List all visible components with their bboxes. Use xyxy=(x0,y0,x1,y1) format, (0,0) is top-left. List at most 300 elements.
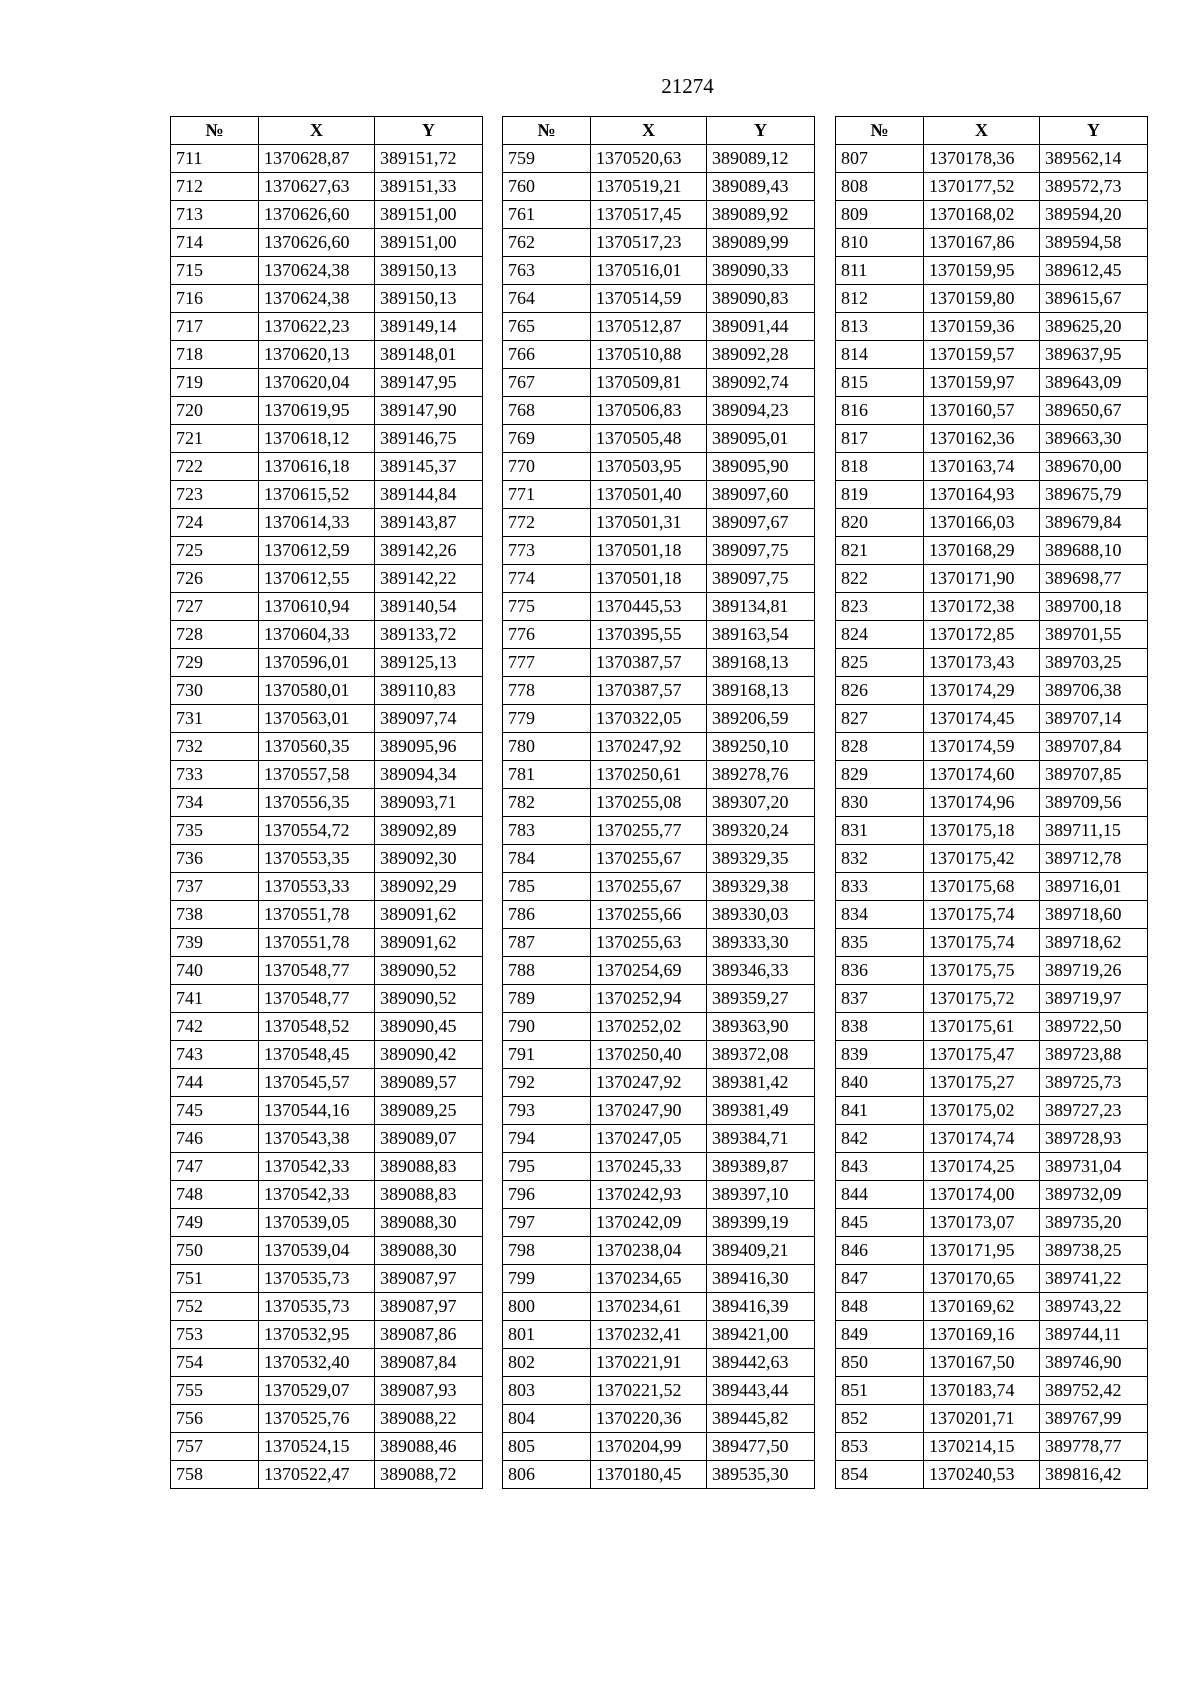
x-coordinate: 1370548,45 xyxy=(259,1041,375,1069)
point-number: 760 xyxy=(503,173,591,201)
x-coordinate: 1370610,94 xyxy=(259,593,375,621)
point-number: 745 xyxy=(171,1097,259,1125)
x-coordinate: 1370557,58 xyxy=(259,761,375,789)
y-coordinate: 389650,67 xyxy=(1040,397,1148,425)
table-row xyxy=(503,1181,815,1209)
x-coordinate: 1370387,57 xyxy=(591,649,707,677)
point-number: 799 xyxy=(503,1265,591,1293)
x-coordinate: 1370175,18 xyxy=(924,817,1040,845)
x-coordinate: 1370604,33 xyxy=(259,621,375,649)
table-row xyxy=(171,1405,483,1433)
point-number: 798 xyxy=(503,1237,591,1265)
x-coordinate: 1370221,91 xyxy=(591,1349,707,1377)
y-coordinate: 389088,83 xyxy=(375,1181,483,1209)
y-coordinate: 389090,52 xyxy=(375,957,483,985)
table-row xyxy=(503,285,815,313)
point-number: 757 xyxy=(171,1433,259,1461)
table-row xyxy=(171,873,483,901)
x-coordinate: 1370250,61 xyxy=(591,761,707,789)
x-coordinate: 1370170,65 xyxy=(924,1265,1040,1293)
x-coordinate: 1370535,73 xyxy=(259,1265,375,1293)
y-coordinate: 389723,88 xyxy=(1040,1041,1148,1069)
y-coordinate: 389709,56 xyxy=(1040,789,1148,817)
x-coordinate: 1370175,27 xyxy=(924,1069,1040,1097)
x-coordinate: 1370172,85 xyxy=(924,621,1040,649)
table-row xyxy=(836,341,1148,369)
point-number: 726 xyxy=(171,565,259,593)
x-coordinate: 1370247,92 xyxy=(591,1069,707,1097)
point-number: 854 xyxy=(836,1461,924,1489)
point-number: 843 xyxy=(836,1153,924,1181)
point-number: 763 xyxy=(503,257,591,285)
table-row xyxy=(171,1461,483,1489)
x-coordinate: 1370232,41 xyxy=(591,1321,707,1349)
x-coordinate: 1370164,93 xyxy=(924,481,1040,509)
table-row xyxy=(171,1041,483,1069)
table-row xyxy=(503,985,815,1013)
table-row xyxy=(836,957,1148,985)
y-coordinate: 389744,11 xyxy=(1040,1321,1148,1349)
point-number: 776 xyxy=(503,621,591,649)
y-coordinate: 389381,49 xyxy=(707,1097,815,1125)
y-coordinate: 389728,93 xyxy=(1040,1125,1148,1153)
point-number: 738 xyxy=(171,901,259,929)
x-coordinate: 1370624,38 xyxy=(259,257,375,285)
y-coordinate: 389144,84 xyxy=(375,481,483,509)
table-row xyxy=(836,565,1148,593)
y-coordinate: 389097,75 xyxy=(707,565,815,593)
x-coordinate: 1370174,00 xyxy=(924,1181,1040,1209)
table-row xyxy=(503,593,815,621)
y-coordinate: 389097,74 xyxy=(375,705,483,733)
point-number: 829 xyxy=(836,761,924,789)
x-coordinate: 1370174,59 xyxy=(924,733,1040,761)
header-row xyxy=(836,117,1148,145)
table-row xyxy=(503,1433,815,1461)
point-number: 739 xyxy=(171,929,259,957)
y-coordinate: 389731,04 xyxy=(1040,1153,1148,1181)
x-coordinate: 1370620,13 xyxy=(259,341,375,369)
x-coordinate: 1370171,90 xyxy=(924,565,1040,593)
table-row xyxy=(503,145,815,173)
header-y: Y xyxy=(375,117,483,145)
point-number: 742 xyxy=(171,1013,259,1041)
table-row xyxy=(503,1377,815,1405)
table-row xyxy=(171,957,483,985)
point-number: 822 xyxy=(836,565,924,593)
table-row xyxy=(836,397,1148,425)
table-row xyxy=(836,1265,1148,1293)
point-number: 788 xyxy=(503,957,591,985)
x-coordinate: 1370556,35 xyxy=(259,789,375,817)
y-coordinate: 389329,38 xyxy=(707,873,815,901)
x-coordinate: 1370535,73 xyxy=(259,1293,375,1321)
x-coordinate: 1370162,36 xyxy=(924,425,1040,453)
y-coordinate: 389088,30 xyxy=(375,1237,483,1265)
y-coordinate: 389148,01 xyxy=(375,341,483,369)
y-coordinate: 389320,24 xyxy=(707,817,815,845)
point-number: 791 xyxy=(503,1041,591,1069)
x-coordinate: 1370553,35 xyxy=(259,845,375,873)
y-coordinate: 389147,95 xyxy=(375,369,483,397)
point-number: 773 xyxy=(503,537,591,565)
y-coordinate: 389163,54 xyxy=(707,621,815,649)
point-number: 794 xyxy=(503,1125,591,1153)
y-coordinate: 389146,75 xyxy=(375,425,483,453)
x-coordinate: 1370501,31 xyxy=(591,509,707,537)
point-number: 750 xyxy=(171,1237,259,1265)
y-coordinate: 389150,13 xyxy=(375,285,483,313)
y-coordinate: 389168,13 xyxy=(707,649,815,677)
y-coordinate: 389719,97 xyxy=(1040,985,1148,1013)
table-row xyxy=(836,145,1148,173)
point-number: 779 xyxy=(503,705,591,733)
table-row xyxy=(836,1461,1148,1489)
y-coordinate: 389092,30 xyxy=(375,845,483,873)
table-row xyxy=(171,1377,483,1405)
y-coordinate: 389752,42 xyxy=(1040,1377,1148,1405)
y-coordinate: 389089,12 xyxy=(707,145,815,173)
x-coordinate: 1370159,57 xyxy=(924,341,1040,369)
table-row xyxy=(836,873,1148,901)
x-coordinate: 1370169,62 xyxy=(924,1293,1040,1321)
y-coordinate: 389151,33 xyxy=(375,173,483,201)
y-coordinate: 389278,76 xyxy=(707,761,815,789)
y-coordinate: 389416,39 xyxy=(707,1293,815,1321)
x-coordinate: 1370172,38 xyxy=(924,593,1040,621)
point-number: 713 xyxy=(171,201,259,229)
y-coordinate: 389477,50 xyxy=(707,1433,815,1461)
table-row xyxy=(836,1209,1148,1237)
table-row xyxy=(503,733,815,761)
table-row xyxy=(503,481,815,509)
table-row xyxy=(836,425,1148,453)
point-number: 839 xyxy=(836,1041,924,1069)
y-coordinate: 389389,87 xyxy=(707,1153,815,1181)
point-number: 796 xyxy=(503,1181,591,1209)
x-coordinate: 1370171,95 xyxy=(924,1237,1040,1265)
y-coordinate: 389095,96 xyxy=(375,733,483,761)
table-row xyxy=(503,173,815,201)
point-number: 762 xyxy=(503,229,591,257)
x-coordinate: 1370201,71 xyxy=(924,1405,1040,1433)
table-row xyxy=(171,817,483,845)
x-coordinate: 1370175,61 xyxy=(924,1013,1040,1041)
x-coordinate: 1370619,95 xyxy=(259,397,375,425)
y-coordinate: 389333,30 xyxy=(707,929,815,957)
point-number: 755 xyxy=(171,1377,259,1405)
x-coordinate: 1370596,01 xyxy=(259,649,375,677)
y-coordinate: 389738,25 xyxy=(1040,1237,1148,1265)
table-row xyxy=(503,1461,815,1489)
point-number: 803 xyxy=(503,1377,591,1405)
point-number: 759 xyxy=(503,145,591,173)
table-row xyxy=(836,285,1148,313)
coordinates-table-3 xyxy=(835,116,1148,1489)
x-coordinate: 1370539,04 xyxy=(259,1237,375,1265)
table-body xyxy=(171,145,483,1489)
x-coordinate: 1370174,74 xyxy=(924,1125,1040,1153)
point-number: 777 xyxy=(503,649,591,677)
x-coordinate: 1370501,18 xyxy=(591,565,707,593)
point-number: 764 xyxy=(503,285,591,313)
x-coordinate: 1370519,21 xyxy=(591,173,707,201)
x-coordinate: 1370514,59 xyxy=(591,285,707,313)
y-coordinate: 389110,83 xyxy=(375,677,483,705)
table-row xyxy=(836,369,1148,397)
table-row xyxy=(171,705,483,733)
table-row xyxy=(503,649,815,677)
x-coordinate: 1370183,74 xyxy=(924,1377,1040,1405)
x-coordinate: 1370247,92 xyxy=(591,733,707,761)
y-coordinate: 389707,84 xyxy=(1040,733,1148,761)
y-coordinate: 389142,22 xyxy=(375,565,483,593)
x-coordinate: 1370175,72 xyxy=(924,985,1040,1013)
point-number: 848 xyxy=(836,1293,924,1321)
table-row xyxy=(171,1321,483,1349)
x-coordinate: 1370247,90 xyxy=(591,1097,707,1125)
point-number: 756 xyxy=(171,1405,259,1433)
table-row xyxy=(171,481,483,509)
x-coordinate: 1370175,02 xyxy=(924,1097,1040,1125)
y-coordinate: 389250,10 xyxy=(707,733,815,761)
point-number: 718 xyxy=(171,341,259,369)
y-coordinate: 389625,20 xyxy=(1040,313,1148,341)
y-coordinate: 389133,72 xyxy=(375,621,483,649)
y-coordinate: 389679,84 xyxy=(1040,509,1148,537)
table-row xyxy=(836,649,1148,677)
table-row xyxy=(171,285,483,313)
header-number: № xyxy=(171,117,259,145)
x-coordinate: 1370516,01 xyxy=(591,257,707,285)
point-number: 717 xyxy=(171,313,259,341)
x-coordinate: 1370501,40 xyxy=(591,481,707,509)
table-row xyxy=(503,565,815,593)
coordinates-table-2 xyxy=(502,116,815,1489)
y-coordinate: 389562,14 xyxy=(1040,145,1148,173)
point-number: 711 xyxy=(171,145,259,173)
y-coordinate: 389443,44 xyxy=(707,1377,815,1405)
table-row xyxy=(503,1265,815,1293)
point-number: 802 xyxy=(503,1349,591,1377)
y-coordinate: 389384,71 xyxy=(707,1125,815,1153)
point-number: 720 xyxy=(171,397,259,425)
x-coordinate: 1370177,52 xyxy=(924,173,1040,201)
table-row xyxy=(836,1069,1148,1097)
table-row xyxy=(171,313,483,341)
y-coordinate: 389346,33 xyxy=(707,957,815,985)
header-x: X xyxy=(259,117,375,145)
x-coordinate: 1370252,02 xyxy=(591,1013,707,1041)
point-number: 781 xyxy=(503,761,591,789)
table-row xyxy=(836,761,1148,789)
y-coordinate: 389091,62 xyxy=(375,901,483,929)
table-body xyxy=(836,145,1148,1489)
x-coordinate: 1370242,09 xyxy=(591,1209,707,1237)
x-coordinate: 1370529,07 xyxy=(259,1377,375,1405)
y-coordinate: 389572,73 xyxy=(1040,173,1148,201)
y-coordinate: 389445,82 xyxy=(707,1405,815,1433)
y-coordinate: 389711,15 xyxy=(1040,817,1148,845)
x-coordinate: 1370254,69 xyxy=(591,957,707,985)
table-row xyxy=(836,313,1148,341)
x-coordinate: 1370543,38 xyxy=(259,1125,375,1153)
y-coordinate: 389087,84 xyxy=(375,1349,483,1377)
y-coordinate: 389151,00 xyxy=(375,201,483,229)
x-coordinate: 1370255,67 xyxy=(591,873,707,901)
point-number: 737 xyxy=(171,873,259,901)
x-coordinate: 1370174,96 xyxy=(924,789,1040,817)
y-coordinate: 389359,27 xyxy=(707,985,815,1013)
y-coordinate: 389675,79 xyxy=(1040,481,1148,509)
y-coordinate: 389151,72 xyxy=(375,145,483,173)
y-coordinate: 389637,95 xyxy=(1040,341,1148,369)
table-row xyxy=(836,1097,1148,1125)
y-coordinate: 389416,30 xyxy=(707,1265,815,1293)
y-coordinate: 389643,09 xyxy=(1040,369,1148,397)
table-row xyxy=(836,1405,1148,1433)
point-number: 730 xyxy=(171,677,259,705)
x-coordinate: 1370563,01 xyxy=(259,705,375,733)
table-row xyxy=(171,229,483,257)
y-coordinate: 389088,22 xyxy=(375,1405,483,1433)
y-coordinate: 389722,50 xyxy=(1040,1013,1148,1041)
x-coordinate: 1370175,42 xyxy=(924,845,1040,873)
y-coordinate: 389134,81 xyxy=(707,593,815,621)
x-coordinate: 1370159,80 xyxy=(924,285,1040,313)
table-row xyxy=(836,621,1148,649)
x-coordinate: 1370524,15 xyxy=(259,1433,375,1461)
y-coordinate: 389089,43 xyxy=(707,173,815,201)
table-row xyxy=(503,761,815,789)
y-coordinate: 389688,10 xyxy=(1040,537,1148,565)
x-coordinate: 1370509,81 xyxy=(591,369,707,397)
y-coordinate: 389767,99 xyxy=(1040,1405,1148,1433)
point-number: 787 xyxy=(503,929,591,957)
point-number: 789 xyxy=(503,985,591,1013)
table-row xyxy=(503,929,815,957)
table-row xyxy=(503,369,815,397)
point-number: 792 xyxy=(503,1069,591,1097)
point-number: 748 xyxy=(171,1181,259,1209)
y-coordinate: 389125,13 xyxy=(375,649,483,677)
table-row xyxy=(171,901,483,929)
point-number: 828 xyxy=(836,733,924,761)
table-row xyxy=(836,677,1148,705)
point-number: 817 xyxy=(836,425,924,453)
x-coordinate: 1370618,12 xyxy=(259,425,375,453)
table-row xyxy=(171,1237,483,1265)
point-number: 741 xyxy=(171,985,259,1013)
x-coordinate: 1370544,16 xyxy=(259,1097,375,1125)
table-row xyxy=(171,565,483,593)
table-row xyxy=(171,985,483,1013)
y-coordinate: 389706,38 xyxy=(1040,677,1148,705)
table-row xyxy=(503,1097,815,1125)
x-coordinate: 1370517,23 xyxy=(591,229,707,257)
table-row xyxy=(836,789,1148,817)
point-number: 716 xyxy=(171,285,259,313)
x-coordinate: 1370614,33 xyxy=(259,509,375,537)
x-coordinate: 1370175,68 xyxy=(924,873,1040,901)
table-row xyxy=(503,453,815,481)
x-coordinate: 1370612,59 xyxy=(259,537,375,565)
header-number: № xyxy=(503,117,591,145)
table-row xyxy=(171,1433,483,1461)
point-number: 793 xyxy=(503,1097,591,1125)
point-number: 826 xyxy=(836,677,924,705)
table-row xyxy=(503,1153,815,1181)
y-coordinate: 389741,22 xyxy=(1040,1265,1148,1293)
point-number: 724 xyxy=(171,509,259,537)
table-row xyxy=(503,873,815,901)
y-coordinate: 389329,35 xyxy=(707,845,815,873)
coordinates-table-1 xyxy=(170,116,483,1489)
header-row xyxy=(503,117,815,145)
x-coordinate: 1370159,36 xyxy=(924,313,1040,341)
x-coordinate: 1370532,40 xyxy=(259,1349,375,1377)
y-coordinate: 389089,25 xyxy=(375,1097,483,1125)
y-coordinate: 389206,59 xyxy=(707,705,815,733)
point-number: 749 xyxy=(171,1209,259,1237)
y-coordinate: 389091,44 xyxy=(707,313,815,341)
x-coordinate: 1370560,35 xyxy=(259,733,375,761)
y-coordinate: 389089,99 xyxy=(707,229,815,257)
table-row xyxy=(171,621,483,649)
x-coordinate: 1370174,60 xyxy=(924,761,1040,789)
table-row xyxy=(503,1069,815,1097)
point-number: 751 xyxy=(171,1265,259,1293)
y-coordinate: 389703,25 xyxy=(1040,649,1148,677)
y-coordinate: 389090,83 xyxy=(707,285,815,313)
point-number: 841 xyxy=(836,1097,924,1125)
x-coordinate: 1370250,40 xyxy=(591,1041,707,1069)
table-row xyxy=(836,593,1148,621)
y-coordinate: 389092,28 xyxy=(707,341,815,369)
table-row xyxy=(171,509,483,537)
x-coordinate: 1370503,95 xyxy=(591,453,707,481)
y-coordinate: 389421,00 xyxy=(707,1321,815,1349)
x-coordinate: 1370542,33 xyxy=(259,1181,375,1209)
point-number: 736 xyxy=(171,845,259,873)
table-row xyxy=(836,201,1148,229)
x-coordinate: 1370220,36 xyxy=(591,1405,707,1433)
table-row xyxy=(836,929,1148,957)
table-row xyxy=(171,537,483,565)
y-coordinate: 389372,08 xyxy=(707,1041,815,1069)
y-coordinate: 389088,83 xyxy=(375,1153,483,1181)
y-coordinate: 389816,42 xyxy=(1040,1461,1148,1489)
header-y: Y xyxy=(707,117,815,145)
point-number: 815 xyxy=(836,369,924,397)
table-row xyxy=(836,1433,1148,1461)
point-number: 808 xyxy=(836,173,924,201)
point-number: 786 xyxy=(503,901,591,929)
table-row xyxy=(503,957,815,985)
point-number: 851 xyxy=(836,1377,924,1405)
y-coordinate: 389093,71 xyxy=(375,789,483,817)
x-coordinate: 1370506,83 xyxy=(591,397,707,425)
x-coordinate: 1370626,60 xyxy=(259,201,375,229)
x-coordinate: 1370167,50 xyxy=(924,1349,1040,1377)
table-row xyxy=(503,817,815,845)
x-coordinate: 1370612,55 xyxy=(259,565,375,593)
x-coordinate: 1370505,48 xyxy=(591,425,707,453)
table-row xyxy=(171,1181,483,1209)
table-row xyxy=(171,257,483,285)
y-coordinate: 389087,97 xyxy=(375,1265,483,1293)
x-coordinate: 1370166,03 xyxy=(924,509,1040,537)
